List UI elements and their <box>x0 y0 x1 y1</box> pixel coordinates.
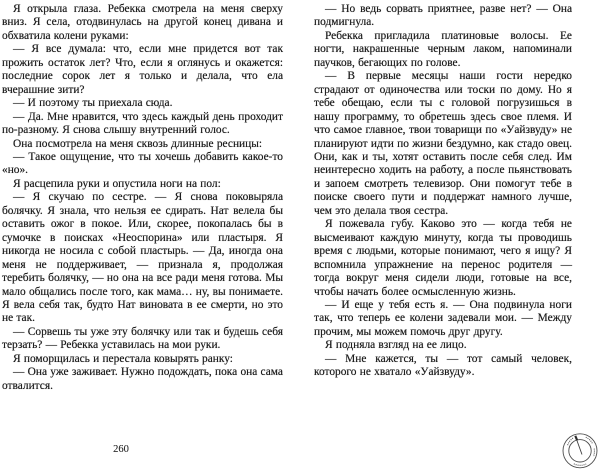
paragraph: — Она уже заживает. Нужно подождать, пока она сама отвалится. <box>2 366 283 392</box>
paragraph: Я пожевала губу. Каково это — когда тебя не высмеивают каждую минуту, когда ты проводишь время с людьми, которые понимают, чего я ищу? Я вспомнила упражнение на перенос родителя — тогда вокруг меня сидели люди, готовые на все, чтобы начать более осмысленную жизнь. <box>314 218 572 298</box>
paragraph: Я расцепила руки и опустила ноги на пол: <box>13 177 221 190</box>
paragraph: — Такое ощущение, что ты хочешь добавить какое-то «но». <box>2 150 283 177</box>
right-page-text <box>314 3 572 380</box>
paragraph: Я открыла глаза. Ребекка смотрела на меня сверху вниз. Я села, отодвинулась на другой конец дивана и обхватила колени руками: <box>2 3 283 42</box>
paragraph: — И еще у тебя есть я. — Она подвинула ноги так, что теперь ее колени задевали мои. — Между прочим, мы можем помочь друг другу. <box>314 298 572 338</box>
paragraph: Я поморщилась и перестала ковырять ранку: <box>13 352 233 365</box>
paragraph: Я подняла взгляд на ее лицо. <box>325 339 467 352</box>
circular-stamp-icon <box>561 431 599 471</box>
paragraph: — В первые месяцы наши гости нередко страдают от одиночества или тоски по дому. Но я тебе обещаю, если ты с головой погрузишься в нашу программу, то обретешь здесь свое племя. И что самое главное, твои товарищи по «Уайзвуду» не планируют идти по жизни бездумно, как стадо овец. Они, как и ты, хотят оставить после себя след. Им неинтересно ходить на работу, а после пьянствовать и запоем смотреть телевизор. Они помогут тебе в поиске своего пути и поддержат намного лучше, чем это делала твоя сестра. <box>314 70 572 217</box>
paragraph: — Но ведь сорвать приятнее, разве нет? — Она подмигнула. <box>314 3 572 29</box>
paragraph: — Сорвешь ты уже эту болячку или так и будешь себя терзать? — Ребекка уставилась на мои руки. <box>2 325 283 352</box>
paragraph: Она посмотрела на меня сквозь длинные ресницы: <box>13 137 263 150</box>
paragraph: — И поэтому ты приехала сюда. <box>13 97 173 110</box>
paragraph: — Я скучаю по сестре. — Я снова поковыряла болячку. Я знала, что нельзя ее сдирать. Нат велела бы оставить ожог в покое. Или, скорее, покопалась бы в сумочке в поисках «Неоспорина» или пластыря. Я никогда не носила с собой пластырь. — Да, иногда она меня не поддерживает, — признала я, продолжая теребить болячку, — но она на все ради меня готова. Мы мало общались после того, как мама… ну, вы понимаете. Я вела себя так, будто Нат виновата в ее смерти, но это не так. <box>2 191 283 325</box>
paragraph: — Да. Мне нравится, что здесь каждый день проходит по-разному. Я снова слышу внутренний голос. <box>2 110 283 137</box>
paragraph: — Мне кажется, ты — тот самый человек, которого не хватало «Уайзвуду». <box>314 352 572 379</box>
page-number: 260 <box>113 444 129 455</box>
left-page-text <box>2 3 283 393</box>
paragraph: — Я все думала: что, если мне придется вот так прожить остаток лет? Что, если я оглянусь и окажется: последние сорок лет я только и делала, что ела вчерашние зити? <box>2 43 283 96</box>
paragraph: Ребекка пригладила платиновые волосы. Ее ногти, накрашенные черным лаком, напоминали паучков, бегающих по голове. <box>314 29 572 69</box>
